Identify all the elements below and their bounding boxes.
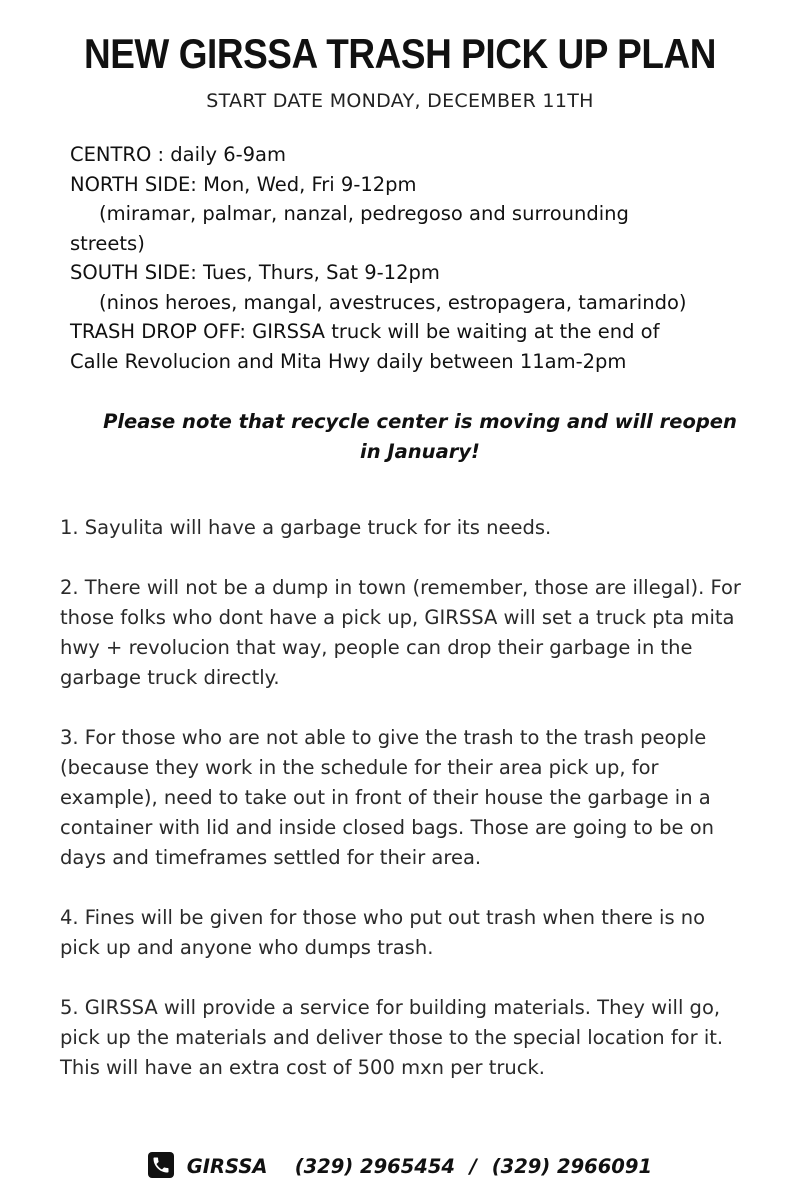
pickup-schedule: [70, 140, 770, 376]
phone-separator: /: [469, 1155, 477, 1178]
schedule-north-areas-cont: streets): [70, 231, 145, 255]
schedule-south-side: SOUTH SIDE: Tues, Thurs, Sat 9-12pm: [70, 261, 440, 284]
list-item: 3. For those who are not able to give the trash to the trash people (because they work in the schedule for their area pick up, for example), need to take out in front of their house the garbage in a container with lid and inside closed bags. Those are going to be on days and timeframes settled for their area.: [60, 726, 715, 869]
schedule-south-areas: (ninos heroes, mangal, avestruces, estropagera, tamarindo): [99, 290, 687, 314]
list-item: 2. There will not be a dump in town (remember, those are illegal). For those folks who dont have a pick up, GIRSSA will set a truck pta mita hwy + revolucion that way, people can drop their garbage in the garbage truck directly.: [60, 576, 741, 689]
contact-phone-2[interactable]: (329) 2966091: [491, 1155, 653, 1178]
contact-footer: [0, 1152, 800, 1178]
plan-items-list: [60, 513, 750, 1113]
schedule-centro: CENTRO : daily 6-9am: [70, 143, 286, 166]
list-item: 1. Sayulita will have a garbage truck for its needs.: [60, 516, 552, 539]
start-date-subtitle: START DATE MONDAY, DECEMBER 11TH: [206, 90, 594, 112]
schedule-north-areas: (miramar, palmar, nanzal, pedregoso and surrounding: [99, 202, 629, 225]
page-title: NEW GIRSSA TRASH PICK UP PLAN: [83, 30, 717, 77]
contact-org: GIRSSA: [186, 1155, 268, 1178]
phone-icon: [148, 1152, 174, 1178]
schedule-north-side: NORTH SIDE: Mon, Wed, Fri 9-12pm: [70, 172, 417, 196]
schedule-drop-off: TRASH DROP OFF: GIRSSA truck will be waiting at the end of: [70, 320, 660, 343]
list-item: 4. Fines will be given for those who put out trash when there is no pick up and anyone who dumps trash.: [60, 906, 706, 959]
list-item: 5. GIRSSA will provide a service for building materials. They will go, pick up the materials and deliver those to the special location for it. This will have an extra cost of 500 mxn per truck.: [60, 996, 724, 1079]
contact-phone-1[interactable]: (329) 2965454: [294, 1155, 455, 1178]
recycle-center-note: Please note that recycle center is moving and will reopen in January!: [103, 410, 737, 463]
schedule-drop-off-cont: Calle Revolucion and Mita Hwy daily between 11am-2pm: [70, 349, 627, 373]
